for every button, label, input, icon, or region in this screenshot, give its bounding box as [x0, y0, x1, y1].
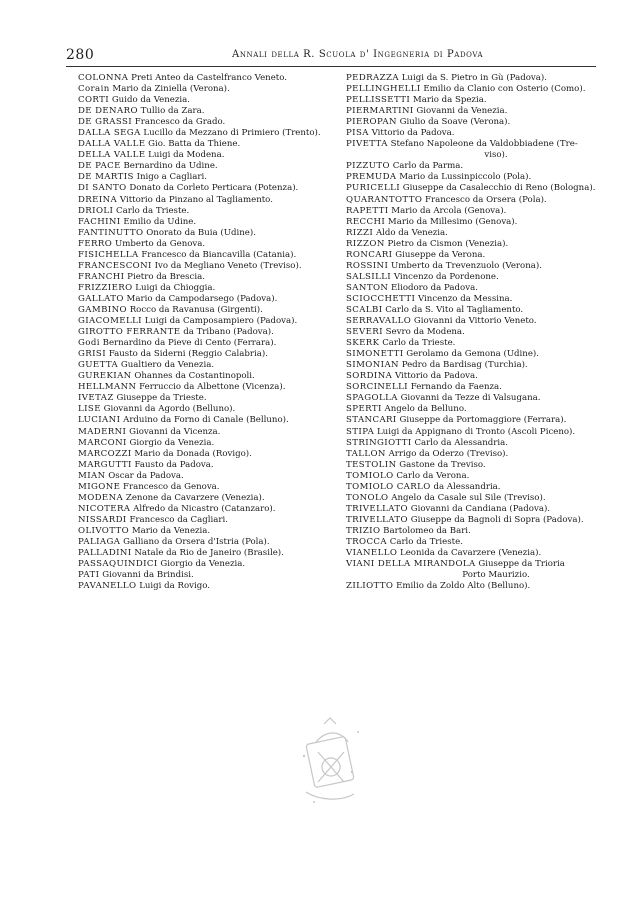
roster-entry [346, 471, 606, 482]
roster-surname: PELLINGHELLI [346, 84, 421, 95]
roster-surname: PATI [78, 570, 100, 581]
roster-surname: STIPA [346, 426, 375, 437]
roster-surname: SORDINA [346, 371, 393, 382]
roster-detail: Mario da Campodarsego (Padova). [126, 293, 278, 304]
roster-surname: GUREKIAN [78, 371, 132, 382]
roster-surname: SERRAVALLO [346, 316, 412, 327]
roster-detail: Giuseppe da Trieste. [116, 393, 207, 404]
roster-detail: Ohannes da Costantinopoli. [134, 371, 255, 382]
roster-surname: SORCINELLI [346, 382, 408, 393]
roster-entry [346, 73, 606, 84]
roster-surname: SIMONETTI [346, 349, 404, 360]
roster-entry [78, 482, 348, 493]
roster-detail: Giuseppe da Verona. [395, 249, 486, 260]
roster-surname: CORTI [78, 95, 110, 106]
roster-surname: GIACOMELLI [78, 316, 142, 327]
roster-surname: PAVANELLO [78, 581, 137, 592]
roster-detail: Donato da Corleto Perticara (Potenza). [129, 183, 299, 194]
roster-entry [346, 106, 606, 117]
roster-surname: DE GRASSI [78, 117, 133, 128]
roster-surname: DE PACE [78, 161, 121, 172]
roster-detail: Luigi da Camposampiero (Padova). [144, 316, 298, 327]
roster-surname: FACHINI [78, 216, 121, 227]
roster-detail: Mario da Arcola (Genova). [391, 205, 507, 216]
roster-detail: Ivo da Megliano Veneto (Treviso). [154, 260, 302, 271]
roster-detail: Giuseppe da Casalecchio di Reno (Bologna). [402, 183, 596, 194]
roster-surname: TRIVELLATO [346, 503, 409, 514]
roster-detail: Arduino da Forno di Canale (Belluno). [123, 415, 289, 426]
roster-entry [346, 349, 606, 360]
roster-surname: SCALBI [346, 304, 383, 315]
roster-surname: TONOLO [346, 492, 389, 503]
roster-surname: IVETAZ [78, 393, 114, 404]
roster-entry [78, 128, 348, 139]
roster-surname: PIZZUTO [346, 161, 390, 172]
roster-entry [346, 327, 606, 338]
roster-surname: PASSAQUINDICI [78, 559, 158, 570]
roster-detail: Francesco da Grado. [134, 117, 226, 128]
roster-surname: TESTOLIN [346, 459, 397, 470]
roster-surname: STANCARI [346, 415, 397, 426]
roster-entry [78, 172, 348, 183]
left-column-list [78, 73, 348, 592]
roster-surname: SKERK [346, 338, 380, 349]
roster-entry [346, 261, 606, 272]
roster-entry [78, 239, 348, 250]
roster-surname: FERRO [78, 238, 113, 249]
roster-surname: FRANCESCONI [78, 260, 152, 271]
roster-surname: NISSARDI [78, 514, 127, 525]
roster-detail: Francesco da Cagliari. [129, 514, 228, 525]
roster-detail: Giulio da Soave (Verona). [399, 117, 511, 128]
roster-entry [78, 382, 348, 393]
roster-detail: Luigi da Rovigo. [139, 581, 211, 592]
roster-entry [346, 548, 606, 559]
roster-detail: Mario da Donada (Rovigo). [134, 448, 252, 459]
roster-entry [78, 294, 348, 305]
roster-surname: DI SANTO [78, 183, 127, 194]
roster-surname: LISE [78, 404, 101, 415]
roster-detail: Carlo da Parma. [392, 161, 464, 172]
roster-entry [78, 404, 348, 415]
roster-detail: Bernardino da Udine. [123, 161, 218, 172]
roster-detail: Giuseppe da Trioria [478, 559, 565, 570]
library-stamp-icon [296, 712, 368, 808]
roster-detail: Carlo da Trieste. [382, 338, 456, 349]
roster-entry [346, 117, 606, 128]
roster-detail: Arrigo da Oderzo (Treviso). [388, 448, 509, 459]
roster-entry [346, 515, 606, 526]
roster-surname: MARCOZZI [78, 448, 132, 459]
roster-detail: Giovanni da Agordo (Belluno). [103, 404, 236, 415]
running-head: Annali della R. Scuola d' Ingegneria di Padova [232, 49, 484, 60]
roster-detail: Mario da Venezia. [131, 525, 211, 536]
roster-detail: Emilio da Udine. [123, 216, 197, 227]
roster-surname: DREINA [78, 194, 118, 205]
roster-entry [346, 128, 606, 139]
roster-surname: SCIOCCHETTI [346, 293, 416, 304]
roster-detail: Luigi da Modena. [148, 150, 225, 161]
roster-surname: MADERNI [78, 426, 127, 437]
roster-detail: Umberto da Trevenzuolo (Verona). [390, 260, 542, 271]
roster-detail: Carlo da Trieste. [389, 536, 463, 547]
roster-surname: LUCIANI [78, 415, 121, 426]
roster-detail: Mario da Lussinpiccolo (Pola). [399, 172, 532, 183]
roster-detail: Bernardino da Pieve di Cento (Ferrara). [102, 338, 277, 349]
roster-entry [346, 161, 606, 172]
roster-surname: RONCARI [346, 249, 393, 260]
roster-entry [78, 471, 348, 482]
right-column-list [346, 73, 606, 592]
roster-surname: ROSSINI [346, 260, 389, 271]
roster-entry [78, 206, 348, 217]
roster-surname: PEDRAZZA [346, 73, 399, 83]
roster-entry [78, 493, 348, 504]
roster-detail: Aldo da Venezia. [375, 227, 448, 238]
roster-surname: QUARANTOTTO [346, 194, 423, 205]
roster-entry [78, 515, 348, 526]
roster-entry [346, 504, 606, 515]
roster-entry [346, 537, 606, 548]
roster-detail: Zenone da Cavarzere (Venezia). [125, 492, 265, 503]
roster-detail: Oscar da Padova. [108, 470, 184, 481]
roster-detail: Luigi da S. Pietro in Gù (Padova). [401, 73, 547, 83]
roster-entry [346, 239, 606, 250]
roster-detail: Galliano da Orsera d'Istria (Pola). [123, 536, 270, 547]
roster-detail: Giovanni da Brindisi. [102, 570, 194, 581]
roster-entry [78, 349, 348, 360]
roster-detail: Giuseppe da Bagnoli di Sopra (Padova). [410, 514, 584, 525]
roster-surname: Godi [78, 338, 100, 349]
roster-surname: TALLON [346, 448, 386, 459]
roster-entry [78, 537, 348, 548]
roster-entry [346, 393, 606, 404]
roster-surname: TOMIOLO CARLO [346, 481, 431, 492]
roster-entry [78, 438, 348, 449]
roster-detail: Guido da Venezia. [111, 95, 190, 106]
page-number: 280 [66, 47, 95, 63]
roster-surname: PALLADINI [78, 548, 132, 559]
roster-surname: SANTON [346, 282, 389, 293]
roster-entry [346, 360, 606, 371]
roster-entry [346, 139, 606, 161]
roster-entry [346, 415, 606, 426]
roster-surname: GALLATO [78, 293, 124, 304]
roster-detail-continuation: Porto Maurizio. [462, 570, 530, 581]
roster-entry [346, 217, 606, 228]
roster-surname: SPERTI [346, 404, 382, 415]
roster-entry [346, 526, 606, 537]
roster-entry [346, 460, 606, 471]
roster-entry [346, 493, 606, 504]
roster-surname: RECCHI [346, 216, 386, 227]
roster-detail: Giovanni da Venezia. [416, 106, 508, 117]
roster-surname: FISICHELLA [78, 249, 139, 260]
roster-entry [78, 570, 348, 581]
roster-detail: Umberto da Genova. [114, 238, 206, 249]
roster-surname: GIROTTO FERRANTE [78, 327, 181, 338]
roster-surname: FRANCHI [78, 271, 125, 282]
roster-detail: Gualtiero da Venezia. [120, 360, 215, 371]
roster-surname: GAMBINO [78, 304, 127, 315]
roster-detail: Giorgio da Venezia. [160, 559, 246, 570]
roster-entry [78, 460, 348, 471]
roster-detail: Lucillo da Mezzano di Primiero (Trento). [143, 128, 321, 139]
roster-entry [78, 228, 348, 239]
roster-detail: Pietro da Brescia. [127, 271, 205, 282]
roster-entry [346, 228, 606, 239]
roster-entry [78, 117, 348, 128]
roster-entry [78, 526, 348, 537]
roster-detail-continuation: viso). [484, 150, 508, 161]
roster-entry [346, 382, 606, 393]
roster-detail: Bartolomeo da Bari. [383, 525, 471, 536]
roster-detail: Vincenzo da Messina. [417, 293, 513, 304]
roster-entry [346, 183, 606, 194]
roster-detail: Gio. Batta da Thiene. [148, 139, 241, 150]
roster-surname: SPAGOLLA [346, 393, 398, 404]
roster-entry [78, 250, 348, 261]
roster-surname: TOMIOLO [346, 470, 394, 481]
roster-surname: NICOTERA [78, 503, 131, 514]
roster-detail: Luigi da Chioggia. [135, 282, 216, 293]
roster-surname: MIGONE [78, 481, 121, 492]
roster-entry [346, 559, 606, 581]
roster-entry [78, 305, 348, 316]
roster-entry [78, 283, 348, 294]
roster-entry [78, 415, 348, 426]
roster-surname: SEVERI [346, 327, 383, 338]
roster-surname: OLIVOTTO [78, 525, 130, 536]
roster-detail: Gastone da Treviso. [399, 459, 486, 470]
roster-surname: PURICELLI [346, 183, 400, 194]
roster-detail: Gerolamo da Gemona (Udine). [406, 349, 540, 360]
roster-surname: MARCONI [78, 437, 127, 448]
roster-entry [346, 272, 606, 283]
roster-surname: PISA [346, 128, 369, 139]
roster-surname: MODENA [78, 492, 124, 503]
roster-detail: Sevro da Modena. [385, 327, 465, 338]
roster-surname: DE DENARO [78, 106, 138, 117]
roster-entry [346, 427, 606, 438]
roster-entry [346, 172, 606, 183]
roster-detail: Emilio da Clanio con Osterio (Como). [423, 84, 586, 95]
roster-entry [78, 316, 348, 327]
roster-detail: Stefano Napoleone da Valdobbiadene (Tre- [390, 139, 578, 150]
roster-entry [78, 95, 348, 106]
roster-surname: SALSILLI [346, 271, 392, 282]
roster-detail: Francesco da Genova. [123, 481, 220, 492]
roster-entry [78, 150, 348, 161]
roster-detail: Mario da Ziniella (Verona). [112, 84, 230, 95]
roster-detail: Giuseppe da Portomaggiore (Ferrara). [399, 415, 567, 426]
roster-entry [346, 95, 606, 106]
roster-surname: DRIOLI [78, 205, 114, 216]
roster-detail: Rocco da Ravanusa (Girgenti). [129, 304, 263, 315]
roster-surname: MARGUTTI [78, 459, 132, 470]
roster-entry [346, 338, 606, 349]
roster-entry [346, 449, 606, 460]
roster-detail: Fausto da Padova. [134, 459, 214, 470]
roster-detail: Giovanni da Vicenza. [129, 426, 221, 437]
roster-detail: Eliodoro da Padova. [391, 282, 478, 293]
roster-detail: Fausto da Siderni (Reggio Calabria). [108, 349, 268, 360]
roster-surname: RIZZON [346, 238, 385, 249]
roster-detail: Mario da Spezia. [412, 95, 487, 106]
roster-surname: FANTINUTTO [78, 227, 144, 238]
roster-entry [78, 261, 348, 272]
roster-entry [346, 250, 606, 261]
roster-detail: Luigi da Appignano di Tronto (Ascoli Piceno). [376, 426, 576, 437]
roster-detail: Fernando da Faenza. [410, 382, 502, 393]
roster-detail: Giovanni da Tezze di Valsugana. [400, 393, 541, 404]
roster-entry [78, 548, 348, 559]
roster-entry [346, 283, 606, 294]
roster-entry [78, 327, 348, 338]
roster-detail: Vittorio da Pinzano al Tagliamento. [119, 194, 273, 205]
roster-entry [346, 316, 606, 327]
roster-detail: Onorato da Buia (Udine). [146, 227, 256, 238]
roster-entry [346, 84, 606, 95]
roster-detail: Mario da Millesimo (Genova). [387, 216, 518, 227]
roster-entry [78, 217, 348, 228]
roster-surname: ZILIOTTO [346, 581, 394, 592]
roster-entry [78, 559, 348, 570]
roster-detail: Ferruccio da Albettone (Vicenza). [139, 382, 286, 393]
roster-entry [78, 84, 348, 95]
roster-entry [346, 404, 606, 415]
roster-detail: da Tribano (Padova). [183, 327, 274, 338]
roster-surname: VIANI DELLA MIRANDOLA [346, 559, 476, 570]
roster-entry [78, 427, 348, 438]
roster-detail: Carlo da Alessandria. [414, 437, 509, 448]
roster-detail: Natale da Rio de Janeiro (Brasile). [134, 548, 284, 559]
roster-surname: PALIAGA [78, 536, 121, 547]
roster-entry [78, 504, 348, 515]
roster-surname: TROCCA [346, 536, 388, 547]
roster-surname: PIERMARTINI [346, 106, 414, 117]
roster-surname: COLONNA [78, 73, 129, 83]
roster-surname: PELLISSETTI [346, 95, 411, 106]
roster-surname: DE MARTIS [78, 172, 134, 183]
roster-entry [346, 206, 606, 217]
roster-entry [78, 272, 348, 283]
roster-surname: GUETTA [78, 360, 119, 371]
roster-detail: Giorgio da Venezia. [129, 437, 215, 448]
roster-surname: DALLA VALLE [78, 139, 146, 150]
roster-surname: DELLA VALLE [78, 150, 146, 161]
roster-detail: Vincenzo da Pordenone. [393, 271, 499, 282]
roster-entry [78, 581, 348, 592]
roster-detail: Inigo a Cagliari. [136, 172, 207, 183]
roster-surname: GRISI [78, 349, 107, 360]
roster-detail: Francesco da Orsera (Pola). [425, 194, 547, 205]
roster-entry [78, 139, 348, 150]
roster-entry [78, 161, 348, 172]
roster-surname: PIEROPAN [346, 117, 397, 128]
roster-entry [346, 294, 606, 305]
roster-entry [78, 106, 348, 117]
roster-entry [346, 581, 606, 592]
roster-surname: RIZZI [346, 227, 374, 238]
roster-entry [78, 371, 348, 382]
roster-detail: Leonida da Cavarzere (Venezia). [400, 548, 542, 559]
roster-entry [78, 73, 348, 84]
roster-detail: Angelo da Casale sul Sile (Treviso). [391, 492, 546, 503]
roster-detail: Carlo da Verona. [396, 470, 470, 481]
roster-detail: Giovanni da Vittorio Veneto. [413, 316, 537, 327]
roster-surname: HELLMANN [78, 382, 137, 393]
roster-surname: MIAN [78, 470, 106, 481]
roster-entry [78, 183, 348, 194]
roster-surname: Corain [78, 84, 110, 95]
roster-entry [78, 195, 348, 206]
roster-entry [78, 449, 348, 460]
roster-surname: RAPETTI [346, 205, 389, 216]
roster-surname: SIMONIAN [346, 360, 399, 371]
roster-detail: Preti Anteo da Castelfranco Veneto. [131, 73, 288, 83]
roster-detail: Carlo da Trieste. [116, 205, 190, 216]
roster-detail: Vittorio da Padova. [371, 128, 455, 139]
header-rule [66, 66, 596, 67]
roster-surname: DALLA SEGA [78, 128, 141, 139]
roster-entry [78, 393, 348, 404]
roster-entry [346, 371, 606, 382]
roster-surname: FRIZZIERO [78, 282, 133, 293]
roster-surname: TRIZIO [346, 525, 381, 536]
roster-detail: Pietro da Cismon (Venezia). [387, 238, 509, 249]
roster-detail: da Alessandria. [433, 481, 501, 492]
roster-detail: Tullio da Zara. [140, 106, 205, 117]
roster-entry [78, 360, 348, 371]
roster-detail: Emilio da Zoldo Alto (Belluno). [396, 581, 531, 592]
roster-detail: Francesco da Biancavilla (Catania). [141, 249, 297, 260]
roster-entry [78, 338, 348, 349]
roster-detail: Alfredo da Nicastro (Catanzaro). [133, 503, 276, 514]
roster-entry [346, 195, 606, 206]
roster-detail: Carlo da S. Vito al Tagliamento. [385, 304, 524, 315]
roster-surname: PIVETTA [346, 139, 388, 150]
roster-surname: VIANELLO [346, 548, 398, 559]
roster-detail: Giovanni da Candiana (Padova). [410, 503, 551, 514]
roster-detail: Pedro da Bardisag (Turchia). [401, 360, 528, 371]
roster-surname: TRIVELLATO [346, 514, 409, 525]
roster-detail: Vittorio da Padova. [394, 371, 478, 382]
roster-surname: PREMUDA [346, 172, 397, 183]
roster-surname: STRINGIOTTI [346, 437, 412, 448]
roster-entry [346, 482, 606, 493]
roster-entry [346, 305, 606, 316]
roster-detail: Angelo da Belluno. [384, 404, 467, 415]
roster-entry [346, 438, 606, 449]
